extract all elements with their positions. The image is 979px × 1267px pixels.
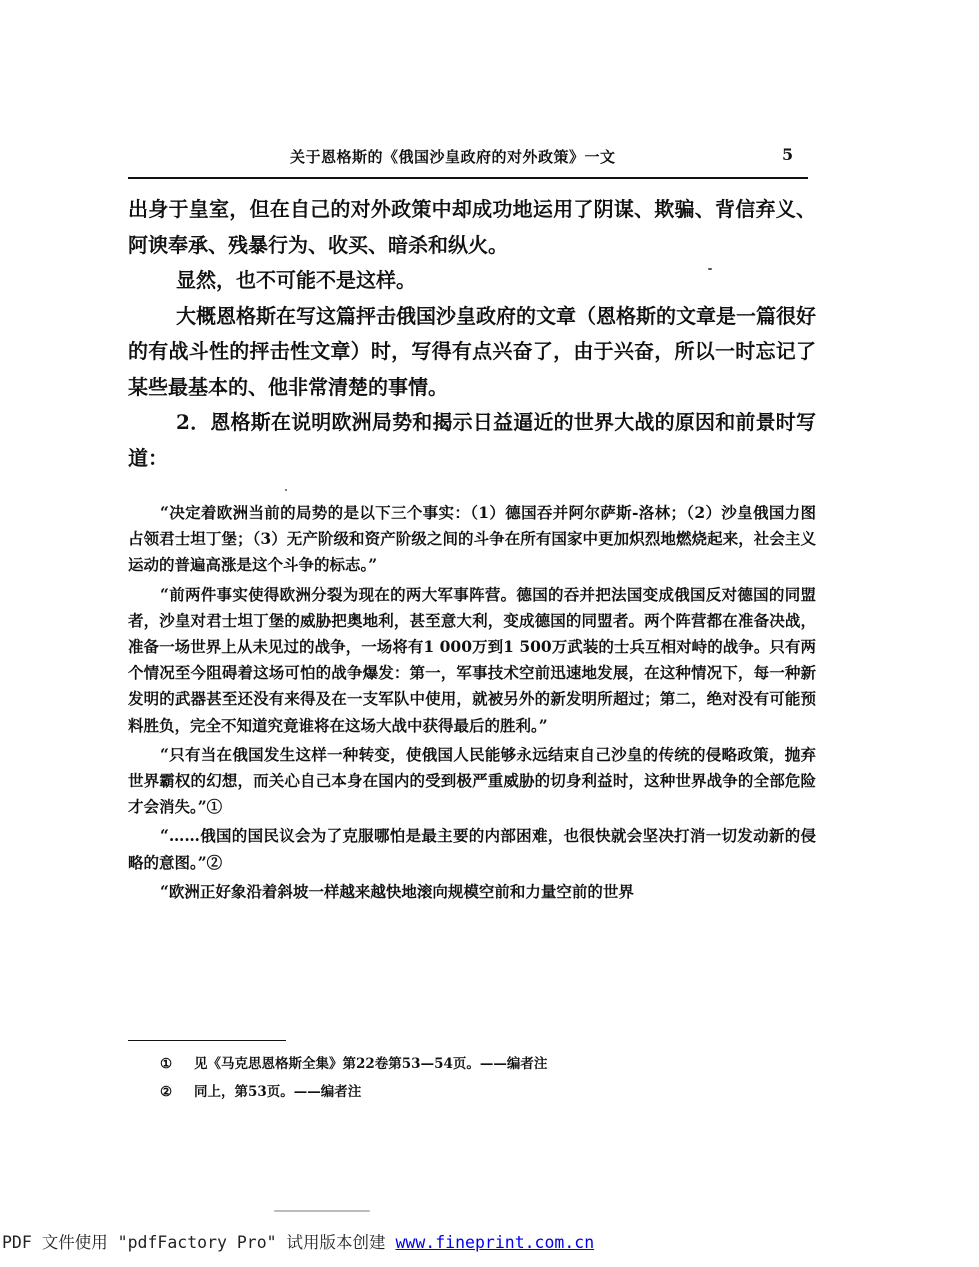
- footnote-mark: ①: [160, 1056, 173, 1072]
- footnote-rule: [128, 1040, 286, 1041]
- scan-speck: [274, 1210, 370, 1212]
- quotation-paragraph: “只有当在俄国发生这样一种转变，使俄国人民能够永远结束自己沙皇的传统的侵略政策，抛弃世界霸权的幻想，而关心自己本身在国内的受到极严重威胁的切身利益时，这种世界战争的全部危险才会消失。”①: [128, 744, 816, 817]
- quotation-paragraph: “前两件事实使得欧洲分裂为现在的两大军事阵营。德国的吞并把法国变成俄国反对德国的同盟者，沙皇对君士坦丁堡的威胁把奥地利，甚至意大利，变成德国的同盟者。两个阵营都在准备决战，准备一场世界上从未见过的战争，一场将有1 000万到1 500万武装的士兵互相对峙的战争。只有两个情况至今阻碍着这场可怕的战争爆发：第一，军事技术空前迅速地发展，在这种情况下，每一种新发明的武器甚至还没有来得及在一支军队中使用，就被另外的新发明所超过；第二，绝对没有可能预料胜负，完全不知道究竟谁将在这场大战中获得最后的胜利。”: [128, 584, 816, 735]
- quotation-paragraph: “……俄国的国民议会为了克服哪怕是最主要的内部困难，也很快就会坚决打消一切发动新的侵略的意图。”②: [128, 826, 816, 872]
- header-rule: [128, 177, 808, 179]
- paragraph: 显然，也不可能不是这样。: [176, 268, 416, 292]
- footnotes: [160, 1050, 780, 1106]
- fineprint-link[interactable]: www.fineprint.com.cn: [395, 1233, 595, 1252]
- footnote: [160, 1050, 780, 1078]
- paragraph: 大概恩格斯在写这篇抨击俄国沙皇政府的文章（恩格斯的文章是一篇很好的有战斗性的抨击性文章）时，写得有点兴奋了，由于兴奋，所以一时忘记了某些最基本的、他非常清楚的事情。: [128, 303, 816, 399]
- quotation-paragraph: “决定着欧洲当前的局势的是以下三个事实：（1）德国吞并阿尔萨斯-洛林；（2）沙皇俄国力图占领君士坦丁堡；（3）无产阶级和资产阶级之间的斗争在所有国家中更加炽烈地燃烧起来，社会主义运动的普遍高涨是这个斗争的标志。”: [128, 503, 816, 575]
- footnote-text: 同上，第53页。——编者注: [194, 1084, 362, 1100]
- footnote-text: 见《马克思恩格斯全集》第22卷第53—54页。——编者注: [194, 1056, 548, 1072]
- body-text: [128, 192, 816, 476]
- pdf-footer-text: PDF 文件使用 "pdfFactory Pro" 试用版本创建: [2, 1233, 396, 1252]
- quotation-paragraph: “欧洲正好象沿着斜坡一样越来越快地滚向规模空前和力量空前的世界: [160, 881, 634, 901]
- pdf-creator-footer: [2, 1229, 594, 1253]
- paragraph: 出身于皇室，但在自己的对外政策中却成功地运用了阴谋、欺骗、背信弃义、阿谀奉承、残暴行为、收买、暗杀和纵火。: [128, 197, 816, 257]
- scan-speck: [285, 489, 287, 491]
- page-number: 5: [782, 145, 794, 164]
- scan-speck: [708, 268, 712, 270]
- footnote-mark: ②: [160, 1084, 173, 1100]
- running-title: 关于恩格斯的《俄国沙皇政府的对外政策》一文: [290, 148, 616, 166]
- paragraph: 2．恩格斯在说明欧洲局势和揭示日益逼近的世界大战的原因和前景时写道：: [128, 410, 816, 470]
- quotation-block: [128, 500, 816, 908]
- footnote: [160, 1078, 780, 1106]
